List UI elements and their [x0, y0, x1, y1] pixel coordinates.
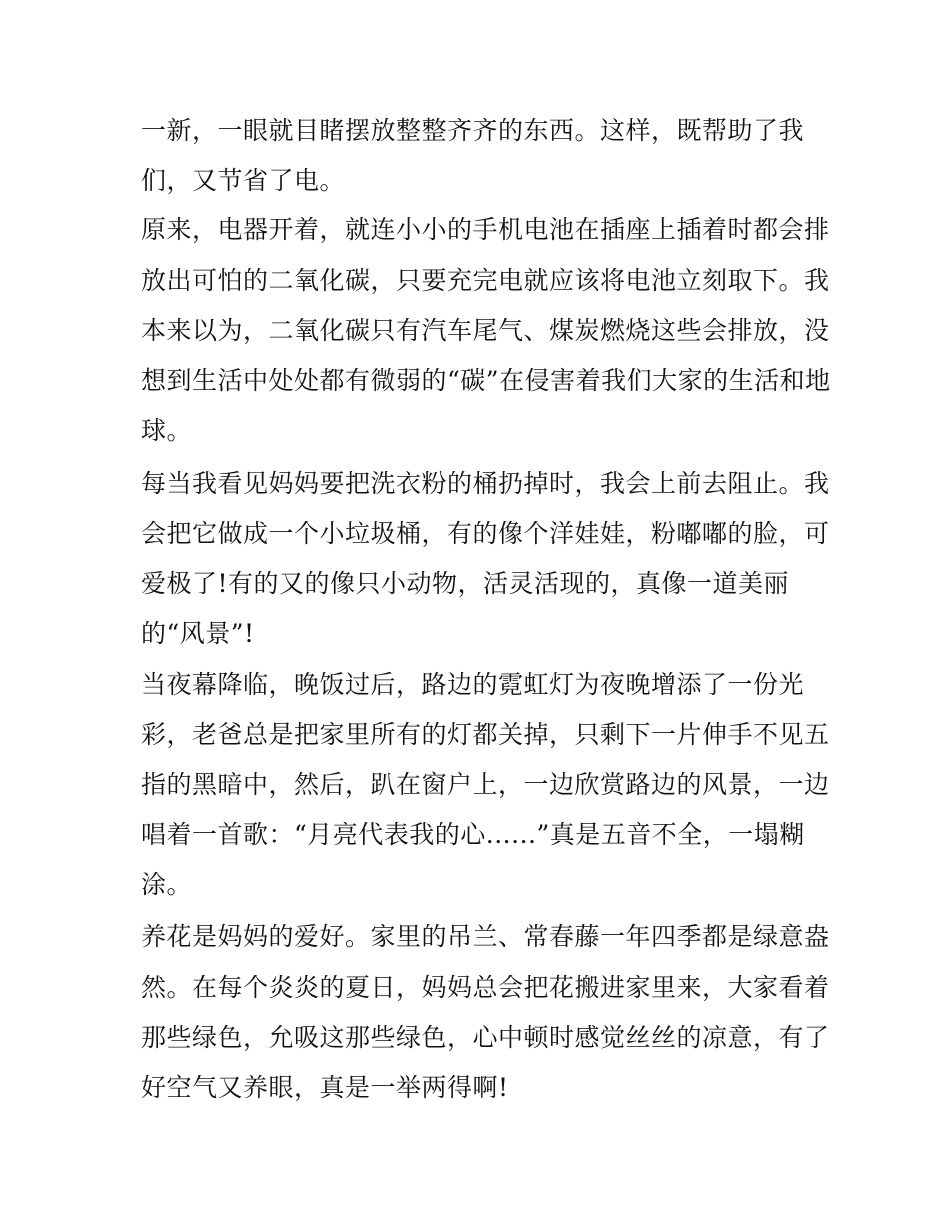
text-line: 每当我看见妈妈要把洗衣粉的桶扔掉时，我会上前去阻止。我	[141, 469, 830, 498]
text-line: 好空气又养眼，真是一举两得啊!	[141, 1073, 509, 1102]
text-line: 一新，一眼就目睹摆放整整齐齐的东西。这样，既帮助了我	[141, 116, 805, 145]
text-line: 彩，老爸总是把家里所有的灯都关掉，只剩下一片伸手不见五	[141, 720, 830, 749]
text-line: 会把它做成一个小垃圾桶，有的像个洋娃娃，粉嘟嘟的脸，可	[141, 519, 830, 548]
text-line: 爱极了!有的又的像只小动物，活灵活现的，真像一道美丽	[141, 569, 790, 598]
text-line: 当夜幕降临，晚饭过后，路边的霓虹灯为夜晚增添了一份光	[141, 670, 805, 699]
text-line: 的“风景”!	[141, 619, 255, 648]
text-line: 指的黑暗中，然后，趴在窗户上，一边欣赏路边的风景，一边	[141, 770, 830, 799]
text-line: 们，又节省了电。	[141, 166, 346, 195]
text-line: 唱着一首歌：“月亮代表我的心......”真是五音不全，一塌糊	[141, 820, 805, 849]
text-line: 养花是妈妈的爱好。家里的吊兰、常春藤一年四季都是绿意盎	[141, 922, 830, 951]
text-line: 然。在每个炎炎的夏日，妈妈总会把花搬进家里来，大家看着	[141, 973, 830, 1002]
text-line: 想到生活中处处都有微弱的“碳”在侵害着我们大家的生活和地	[141, 366, 831, 395]
text-line: 涂。	[141, 870, 193, 899]
text-line: 原来，电器开着，就连小小的手机电池在插座上插着时都会排	[141, 215, 830, 244]
text-line: 本来以为，二氧化碳只有汽车尾气、煤炭燃烧这些会排放，没	[141, 316, 830, 345]
text-line: 球。	[141, 416, 193, 445]
text-line: 那些绿色，允吸这那些绿色，心中顿时感觉丝丝的凉意，有了	[141, 1023, 830, 1052]
text-line: 放出可怕的二氧化碳，只要充完电就应该将电池立刻取下。我	[141, 266, 830, 295]
